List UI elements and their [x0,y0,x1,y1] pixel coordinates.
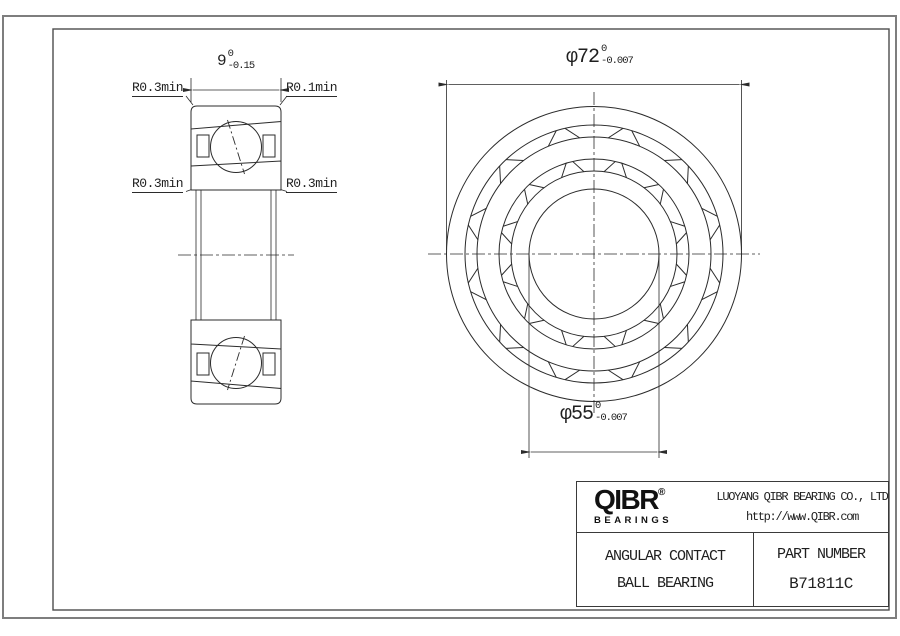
title-block-header-row [577,482,888,533]
outer-diameter-dimension-text [566,43,633,69]
tolerance-lower: -0.007 [601,54,633,67]
tolerance-upper: 0 [227,48,233,60]
registered-trademark-symbol: ® [658,487,666,498]
logo-subtext: BEARINGS [594,515,673,526]
title-block [576,481,889,607]
width-dimension-text [217,48,255,72]
part-number-label: PART NUMBER [776,546,866,563]
product-description-cell [577,533,754,606]
tolerance-lower: -0.15 [227,59,255,72]
section-view [178,78,294,404]
tolerance-upper: 0 [601,43,607,55]
dim-value: φ55 [560,403,594,426]
company-info [716,482,888,532]
company-website: http://www.QIBR.com [745,510,859,524]
front-view [428,80,760,458]
logo-text: QIBR [594,484,658,515]
brand-logo [577,482,716,532]
tolerance-lower: -0.007 [595,411,627,424]
part-number-value: B71811C [789,575,853,593]
dim-value: 9 [217,52,226,70]
radius-label-top-left: R0.3min [132,80,184,95]
dim-tolerance [228,49,255,72]
product-line2: BALL BEARING [616,574,714,592]
part-number-cell [754,533,888,606]
product-line1: ANGULAR CONTACT [604,547,726,565]
dim-tolerance [601,44,633,67]
dim-value: φ72 [566,46,600,69]
radius-label-mid-left: R0.3min [132,176,184,191]
radius-label-top-right: R0.1min [286,80,338,95]
title-block-detail-row [577,533,888,606]
company-name: LUOYANG QIBR BEARING CO., LTD [716,490,888,504]
bore-diameter-dimension-text [560,400,627,426]
tolerance-upper: 0 [595,400,601,412]
radius-label-mid-right: R0.3min [286,176,338,191]
dim-tolerance [595,401,627,424]
logo-wordmark [594,486,716,514]
